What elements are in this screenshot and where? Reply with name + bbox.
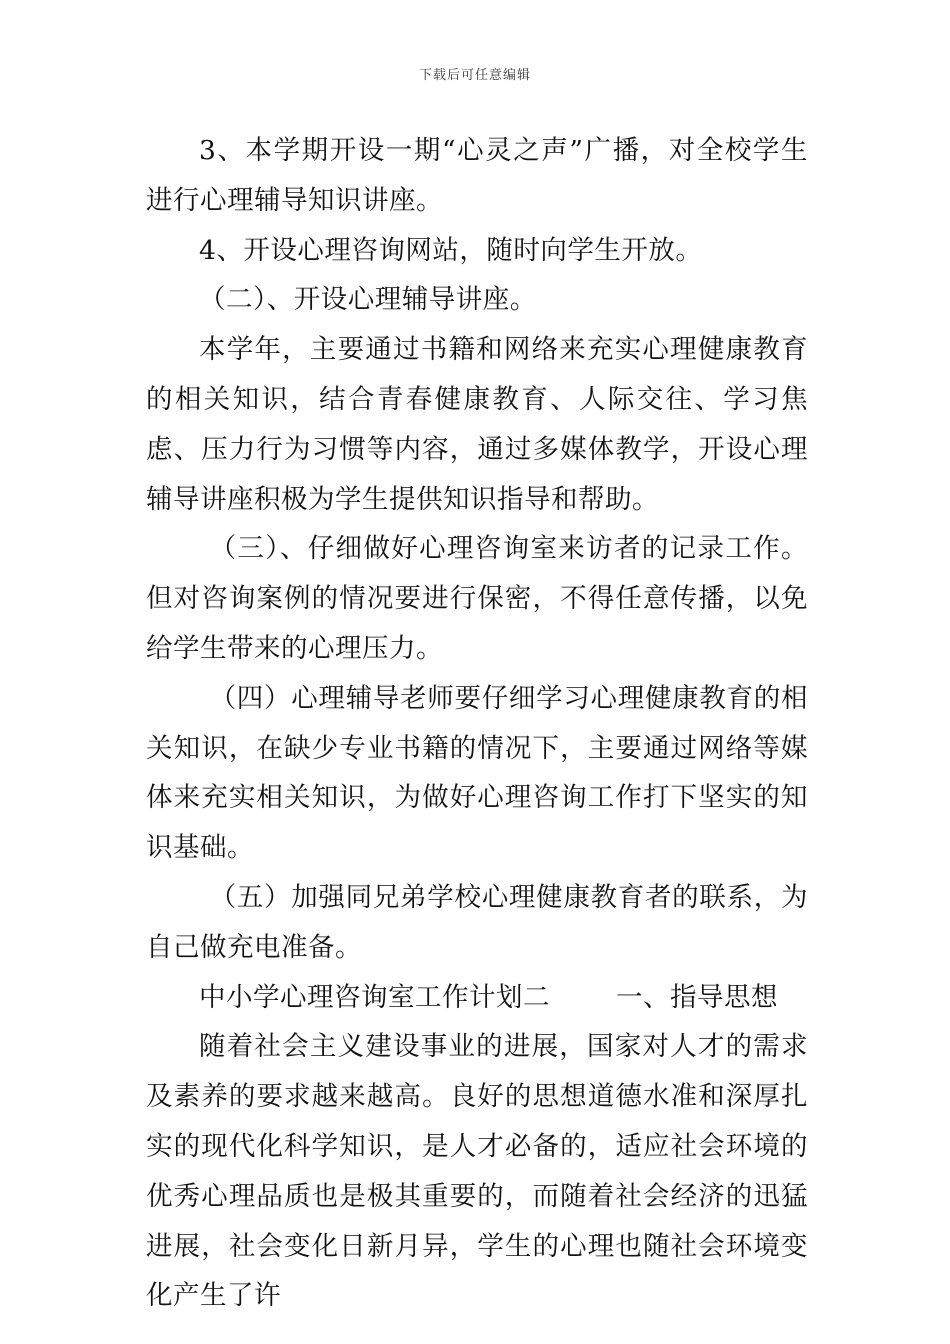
paragraph-heading-lectures: （二）、开设心理辅导讲座。 [199,284,537,316]
paragraph-broadcast: 3、本学期开设一期“心灵之声”广播，对全校学生进行心理辅导知识讲座。 [146,135,808,216]
paragraph-website: 4、开设心理咨询网站，随时向学生开放。 [199,234,703,266]
paragraph-guiding-thought: 随着社会主义建设事业的进展，国家对人才的需求及素养的要求越来越高。良好的思想道德水准和深厚扎实的现代化科学知识，是人才必备的，适应社会环境的优秀心理品质也是极其重要的，而随着社会经济的迅猛进展，社会变化日新月异，学生的心理也随社会环境变化产生了许 [146,1031,808,1312]
page-header: 下载后可任意编辑 [418,68,531,83]
paragraph-teacher-study: （四）心理辅导老师要仔细学习心理健康教育的相关知识，在缺少专业书籍的情况下，主要通过网络等媒体来充实相关知识，为做好心理咨询工作打下坚实的知识基础。 [146,682,808,864]
paragraph-lectures: 本学年，主要通过书籍和网络来充实心理健康教育的相关知识，结合青春健康教育、人际交往、学习焦虑、压力行为习惯等内容，通过多媒体教学，开设心理辅导讲座积极为学生提供知识指导和帮助。 [146,334,808,515]
section-heading: 一、指导思想 [616,981,778,1013]
document-body [146,126,808,1321]
paragraph-records: （三）、仔细做好心理咨询室来访者的记录工作。但对咨询案例的情况要进行保密，不得任意传播，以免给学生带来的心理压力。 [146,533,808,664]
section-title-line [146,973,808,1023]
document-title: 中小学心理咨询室工作计划二 [199,981,550,1013]
paragraph-contact: （五）加强同兄弟学校心理健康教育者的联系，为自己做充电准备。 [146,881,808,963]
